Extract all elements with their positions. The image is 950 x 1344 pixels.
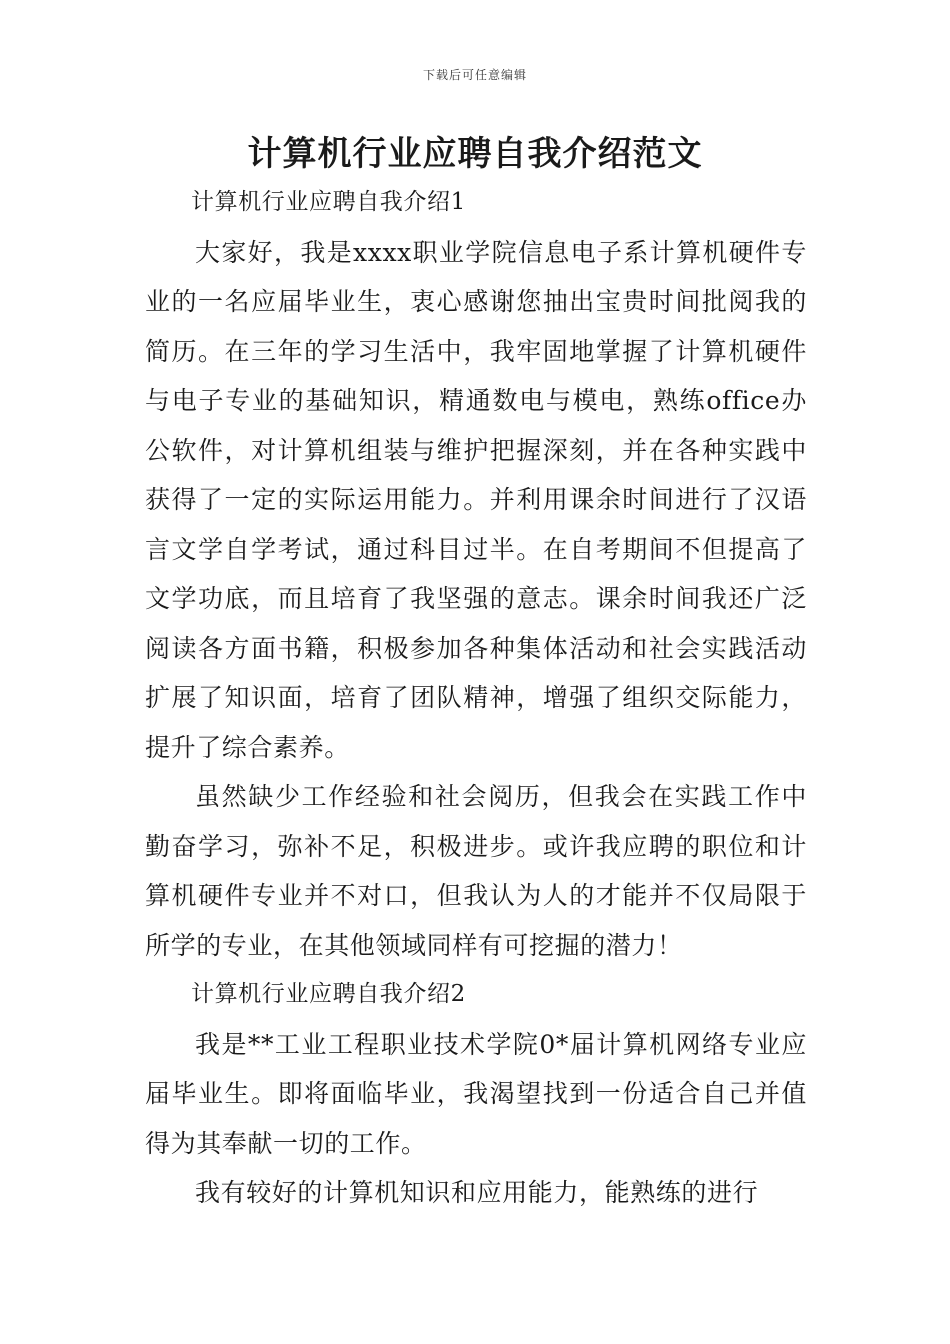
section-heading-1: 计算机行业应聘自我介绍1 bbox=[191, 189, 466, 215]
document-title: 计算机行业应聘自我介绍范文 bbox=[247, 134, 703, 174]
paragraph: 我有较好的计算机知识和应用能力，能熟练的进行 bbox=[195, 1178, 759, 1207]
paragraph: 大家好，我是xxxx职业学院信息电子系计算机硬件专业的一名应届毕业生，衷心感谢您抽出宝贵时间批阅我的简历。在三年的学习生活中，我牢固地掌握了计算机硬件与电子专业的基础知识，精通数电与模电，熟练office办公软件，对计算机组装与维护把握深刻，并在各种实践中获得了一定的实际运用能力。并利用课余时间进行了汉语言文学自学考试，通过科目过半。在自考期间不但提高了文学功底，而且培育了我坚强的意志。课余时间我还广泛阅读各方面书籍，积极参加各种集体活动和社会实践活动扩展了知识面，培育了团队精神，增强了组织交际能力，提升了综合素养。 bbox=[145, 237, 807, 762]
paragraph: 我是**工业工程职业技术学院0*届计算机网络专业应届毕业生。即将面临毕业，我渴望找到一份适合自己并值得为其奉献一切的工作。 bbox=[145, 1029, 807, 1158]
document-body bbox=[145, 178, 807, 1218]
header-note: 下载后可任意编辑 bbox=[422, 68, 527, 82]
section-heading-2: 计算机行业应聘自我介绍2 bbox=[191, 981, 466, 1007]
paragraph: 虽然缺少工作经验和社会阅历，但我会在实践工作中勤奋学习，弥补不足，积极进步。或许我应聘的职位和计算机硬件专业并不对口，但我认为人的才能并不仅局限于所学的专业，在其他领域同样有可挖掘的潜力！ bbox=[145, 782, 807, 960]
